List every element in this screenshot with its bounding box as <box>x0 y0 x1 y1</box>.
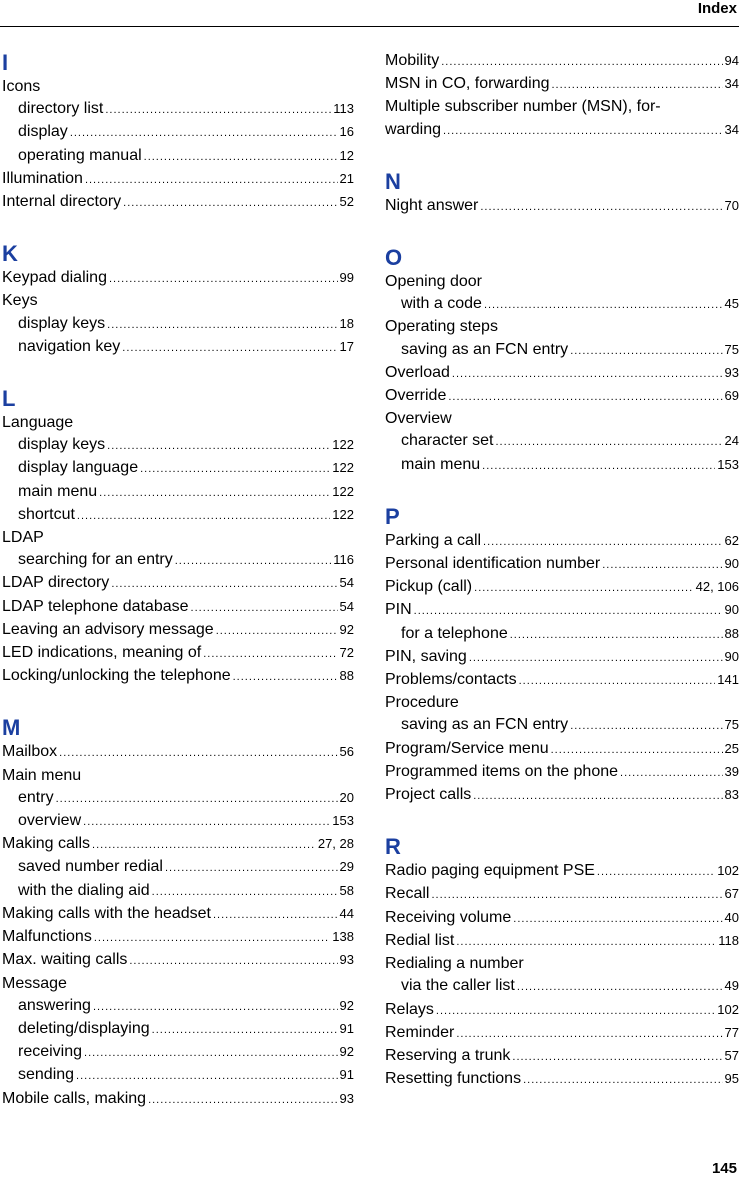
entry-page-number: 49 <box>724 978 739 994</box>
index-entry <box>385 1022 739 1045</box>
entry-page-number: 58 <box>339 882 354 898</box>
entry-term: character set <box>401 432 494 450</box>
dot-leader <box>414 600 723 622</box>
index-subentry <box>385 714 739 737</box>
entry-term: Receiving volume <box>385 908 512 926</box>
entry-term: with the dialing aid <box>18 881 150 899</box>
entry-term: Locking/unlocking the telephone <box>2 667 231 685</box>
entry-term: Programmed items on the phone <box>385 762 619 780</box>
entry-term: Internal directory <box>2 193 122 211</box>
dot-leader <box>105 99 331 121</box>
index-entry <box>385 784 739 807</box>
dot-leader <box>175 550 332 572</box>
dot-leader <box>443 120 723 142</box>
entry-page-number: 57 <box>724 1047 739 1063</box>
entry-page-number: 102 <box>717 1001 739 1017</box>
index-subentry <box>2 549 354 572</box>
entry-page-number: 17 <box>339 338 354 354</box>
entry-term: Redialing a number <box>385 955 524 973</box>
index-subentry <box>2 1018 354 1041</box>
dot-leader <box>482 455 715 477</box>
index-subentry <box>2 1064 354 1087</box>
entry-page-number: 90 <box>724 556 739 572</box>
entry-term: saving as an FCN entry <box>401 340 569 358</box>
entry-page-number: 34 <box>724 76 739 92</box>
entry-page-number: 77 <box>724 1024 739 1040</box>
entry-page-number: 91 <box>339 1067 354 1083</box>
entry-page-number: 69 <box>724 388 739 404</box>
dot-leader <box>431 884 722 906</box>
dot-leader <box>77 505 330 527</box>
entry-term: Mobile calls, making <box>2 1089 147 1107</box>
dot-leader <box>203 643 337 665</box>
dot-leader <box>473 785 722 807</box>
entry-term: Leaving an advisory message <box>2 620 214 638</box>
entry-page-number: 62 <box>724 532 739 548</box>
entry-term: display <box>18 123 68 141</box>
index-subentry <box>385 293 739 316</box>
entry-page-number: 54 <box>339 575 354 591</box>
entry-page-number: 83 <box>724 787 739 803</box>
entry-term: PIN, saving <box>385 647 467 665</box>
entry-page-number: 92 <box>339 1044 354 1060</box>
dot-leader <box>85 169 338 191</box>
entry-page-number: 25 <box>724 740 739 756</box>
entry-term: Overview <box>385 410 452 428</box>
index-entry <box>2 596 354 619</box>
entry-term: for a telephone <box>401 624 508 642</box>
dot-leader <box>216 620 338 642</box>
index-entry <box>2 572 354 595</box>
entry-page-number: 12 <box>339 147 354 163</box>
index-entry <box>385 692 739 714</box>
entry-page-number: 122 <box>332 460 354 476</box>
index-column-left <box>2 50 354 1138</box>
index-entry <box>2 168 354 191</box>
index-subentry <box>2 787 354 810</box>
index-entry <box>385 195 739 218</box>
entry-term: Keypad dialing <box>2 269 107 287</box>
index-entry <box>2 926 354 949</box>
index-subentry <box>385 975 739 998</box>
entry-page-number: 72 <box>339 645 354 661</box>
entry-page-number: 67 <box>724 886 739 902</box>
section-letter: O <box>385 245 403 271</box>
entry-term: sending <box>18 1066 75 1084</box>
index-section <box>2 386 354 688</box>
index-entry <box>2 619 354 642</box>
index-subentry <box>2 880 354 903</box>
index-entry <box>385 883 739 906</box>
index-subentry <box>2 434 354 457</box>
entry-page-number: 118 <box>718 932 739 948</box>
entry-term: Multiple subscriber number (MSN), for- <box>385 98 661 116</box>
entry-page-number: 93 <box>339 1090 354 1106</box>
entry-term: MSN in CO, forwarding <box>385 75 550 93</box>
entry-page-number: 153 <box>332 813 354 829</box>
dot-leader <box>123 192 337 214</box>
entry-page-number: 18 <box>339 315 354 331</box>
index-section <box>385 50 739 142</box>
section-letter: K <box>2 241 18 267</box>
entry-term: LDAP telephone database <box>2 597 189 615</box>
index-entry <box>385 953 739 975</box>
index-section <box>2 241 354 359</box>
entry-page-number: 92 <box>339 621 354 637</box>
entry-term: with a code <box>401 295 482 313</box>
index-entry <box>385 999 739 1022</box>
index-entry <box>385 646 739 669</box>
entry-term: Main menu <box>2 766 82 784</box>
entry-term: Operating steps <box>385 318 498 336</box>
entry-page-number: 91 <box>339 1020 354 1036</box>
entry-term: Language <box>2 414 74 432</box>
dot-leader <box>233 666 338 688</box>
page-header <box>0 0 739 27</box>
entry-page-number: 27, 28 <box>317 836 354 852</box>
dot-leader <box>448 386 722 408</box>
index-entry <box>385 860 739 883</box>
index-entry <box>2 973 354 995</box>
dot-leader <box>480 196 722 218</box>
dot-leader <box>456 1023 722 1045</box>
dot-leader <box>83 811 330 833</box>
dot-leader <box>570 715 722 737</box>
dot-leader <box>474 577 693 599</box>
index-subentry <box>2 121 354 144</box>
entry-term: PIN <box>385 601 412 619</box>
dot-leader <box>510 624 723 646</box>
dot-leader <box>144 146 338 168</box>
dot-leader <box>107 314 337 336</box>
index-subentry <box>385 454 739 477</box>
entry-term: Illumination <box>2 169 83 187</box>
index-subentry <box>2 504 354 527</box>
index-entry <box>2 527 354 549</box>
index-section <box>385 169 739 218</box>
entry-page-number: 16 <box>339 124 354 140</box>
index-entry <box>2 191 354 214</box>
index-entry <box>2 949 354 972</box>
index-entry <box>2 76 354 98</box>
entry-term: Recall <box>385 885 430 903</box>
dot-leader <box>597 861 715 883</box>
entry-page-number: 90 <box>724 648 739 664</box>
entry-term: Problems/contacts <box>385 671 517 689</box>
index-entry <box>385 385 739 408</box>
entry-term: deleting/displaying <box>18 1019 150 1037</box>
dot-leader <box>191 597 338 619</box>
entry-page-number: 75 <box>724 717 739 733</box>
entry-term: main menu <box>18 482 98 500</box>
dot-leader <box>552 74 723 96</box>
dot-leader <box>620 762 723 784</box>
entry-page-number: 39 <box>724 763 739 779</box>
entry-page-number: 45 <box>724 296 739 312</box>
section-letter: M <box>2 715 21 741</box>
entry-term: Night answer <box>385 196 479 214</box>
entry-page-number: 122 <box>332 483 354 499</box>
index-section <box>2 715 354 1110</box>
entry-page-number: 88 <box>339 668 354 684</box>
entry-term: display keys <box>18 314 106 332</box>
index-subentry <box>385 339 739 362</box>
index-subentry <box>2 995 354 1018</box>
entry-term: saved number redial <box>18 858 163 876</box>
index-entry <box>2 412 354 434</box>
entry-page-number: 102 <box>717 863 739 879</box>
index-entry <box>385 576 739 599</box>
entry-term: via the caller list <box>401 977 515 995</box>
entry-term: warding <box>385 120 442 138</box>
entry-page-number: 75 <box>724 341 739 357</box>
index-subentry <box>2 457 354 480</box>
index-entry <box>385 930 739 953</box>
entry-term: Reminder <box>385 1023 455 1041</box>
entry-term: entry <box>18 788 54 806</box>
index-entry <box>385 408 739 430</box>
entry-term: answering <box>18 996 91 1014</box>
index-entry <box>385 907 739 930</box>
entry-term: Resetting functions <box>385 1070 522 1088</box>
entry-page-number: 24 <box>724 433 739 449</box>
entry-term: Redial list <box>385 931 455 949</box>
entry-page-number: 20 <box>339 789 354 805</box>
dot-leader <box>452 363 723 385</box>
entry-term: Reserving a trunk <box>385 1046 511 1064</box>
index-entry <box>385 530 739 553</box>
section-letter: I <box>2 50 9 75</box>
entry-page-number: 99 <box>339 270 354 286</box>
entry-term: Radio paging equipment PSE <box>385 862 595 880</box>
entry-term: navigation key <box>18 337 121 355</box>
dot-leader <box>152 1019 338 1041</box>
page-number: 145 <box>711 1160 737 1177</box>
entry-term: Program/Service menu <box>385 739 549 757</box>
index-subentry <box>385 623 739 646</box>
entry-term: Personal identification number <box>385 555 601 573</box>
entry-page-number: 70 <box>724 197 739 213</box>
entry-term: searching for an entry <box>18 551 173 569</box>
index-entry <box>2 642 354 665</box>
dot-leader <box>517 976 723 998</box>
entry-term: LED indications, meaning of <box>2 644 202 662</box>
entry-page-number: 93 <box>339 952 354 968</box>
section-letter: N <box>385 168 401 194</box>
dot-leader <box>59 742 337 764</box>
index-entry <box>385 73 739 96</box>
entry-page-number: 122 <box>332 437 354 453</box>
entry-page-number: 44 <box>339 905 354 921</box>
entry-page-number: 29 <box>339 859 354 875</box>
index-subentry <box>2 481 354 504</box>
dot-leader <box>456 931 716 953</box>
dot-leader <box>519 670 716 692</box>
index-entry <box>385 96 739 118</box>
index-entry <box>2 765 354 787</box>
entry-page-number: 138 <box>332 929 354 945</box>
entry-term: Message <box>2 974 67 992</box>
entry-term: operating manual <box>18 146 142 164</box>
dot-leader <box>469 647 723 669</box>
dot-leader <box>513 908 722 930</box>
dot-leader <box>512 1046 722 1068</box>
entry-term: saving as an FCN entry <box>401 716 569 734</box>
entry-term: Procedure <box>385 694 459 712</box>
index-entry <box>385 761 739 784</box>
index-section <box>385 504 739 807</box>
index-subentry <box>2 313 354 336</box>
entry-term: LDAP directory <box>2 574 110 592</box>
index-entry <box>2 290 354 312</box>
entry-page-number: 40 <box>724 909 739 925</box>
dot-leader <box>152 881 338 903</box>
dot-leader <box>122 337 337 359</box>
index-subentry <box>2 145 354 168</box>
dot-leader <box>551 739 723 761</box>
index-subentry <box>2 810 354 833</box>
index-subentry <box>385 430 739 453</box>
page-header-title: Index <box>697 0 737 17</box>
index-section <box>385 245 739 477</box>
index-entry <box>385 119 739 142</box>
index-entry <box>385 669 739 692</box>
index-entry <box>2 267 354 290</box>
entry-page-number: 88 <box>724 625 739 641</box>
dot-leader <box>92 834 316 856</box>
dot-leader <box>165 857 338 879</box>
dot-leader <box>94 927 330 949</box>
dot-leader <box>70 122 338 144</box>
dot-leader <box>84 1042 338 1064</box>
dot-leader <box>213 904 338 926</box>
dot-leader <box>129 950 337 972</box>
entry-page-number: 113 <box>333 101 354 117</box>
dot-leader <box>495 431 722 453</box>
index-entry <box>2 741 354 764</box>
entry-page-number: 92 <box>339 997 354 1013</box>
entry-page-number: 116 <box>333 552 354 568</box>
dot-leader <box>111 573 337 595</box>
entry-page-number: 90 <box>724 602 739 618</box>
entry-term: Pickup (call) <box>385 578 473 596</box>
index-entry <box>385 1068 739 1091</box>
section-letter: L <box>2 386 16 412</box>
dot-leader <box>107 435 330 457</box>
entry-term: Opening door <box>385 273 482 291</box>
index-subentry <box>2 1041 354 1064</box>
entry-term: Icons <box>2 78 41 95</box>
section-letter: R <box>385 834 401 860</box>
entry-page-number: 141 <box>717 672 739 688</box>
dot-leader <box>140 458 330 480</box>
entry-term: main menu <box>401 455 481 473</box>
entry-term: Override <box>385 387 447 405</box>
index-entry <box>385 50 739 73</box>
entry-page-number: 122 <box>332 506 354 522</box>
index-subentry <box>2 98 354 121</box>
section-letter: P <box>385 503 400 529</box>
entry-term: Malfunctions <box>2 928 92 946</box>
index-section <box>385 834 739 1091</box>
entry-term: Overload <box>385 363 450 381</box>
index-subentry <box>2 336 354 359</box>
index-entry <box>385 316 739 338</box>
index-entry <box>2 1088 354 1111</box>
dot-leader <box>602 554 722 576</box>
entry-page-number: 42, 106 <box>695 579 739 595</box>
dot-leader <box>76 1065 337 1087</box>
index-entry <box>385 553 739 576</box>
index-entry <box>385 271 739 293</box>
dot-leader <box>99 482 330 504</box>
dot-leader <box>56 788 338 810</box>
entry-term: Making calls <box>2 835 91 853</box>
dot-leader <box>441 51 722 73</box>
entry-term: overview <box>18 812 82 830</box>
entry-term: Max. waiting calls <box>2 951 128 969</box>
dot-leader <box>484 294 723 316</box>
entry-page-number: 52 <box>339 194 354 210</box>
entry-term: display keys <box>18 436 106 454</box>
dot-leader <box>436 1000 715 1022</box>
entry-page-number: 54 <box>339 598 354 614</box>
dot-leader <box>93 996 338 1018</box>
index-entry <box>385 1045 739 1068</box>
entry-page-number: 56 <box>339 744 354 760</box>
entry-term: Mobility <box>385 52 440 69</box>
entry-term: Keys <box>2 292 38 310</box>
dot-leader <box>148 1089 337 1111</box>
entry-term: shortcut <box>18 505 75 523</box>
entry-term: Relays <box>385 1000 434 1018</box>
dot-leader <box>523 1069 722 1091</box>
entry-page-number: 153 <box>717 456 739 472</box>
dot-leader <box>483 531 722 553</box>
entry-page-number: 95 <box>724 1071 739 1087</box>
entry-term: LDAP <box>2 529 44 547</box>
index-entry <box>385 362 739 385</box>
entry-term: Project calls <box>385 786 472 804</box>
entry-page-number: 21 <box>339 170 354 186</box>
entry-term: Parking a call <box>385 531 482 549</box>
index-entry <box>385 738 739 761</box>
index-entry <box>2 665 354 688</box>
dot-leader <box>109 268 338 290</box>
entry-term: Making calls with the headset <box>2 904 211 922</box>
entry-page-number: 94 <box>724 53 739 68</box>
entry-page-number: 93 <box>724 364 739 380</box>
entry-page-number: 34 <box>724 121 739 137</box>
entry-term: display language <box>18 459 139 477</box>
entry-term: Mailbox <box>2 743 58 761</box>
index-entry <box>2 903 354 926</box>
index-subentry <box>2 856 354 879</box>
entry-term: receiving <box>18 1043 83 1061</box>
index-entry <box>2 833 354 856</box>
index-column-right <box>385 50 739 1118</box>
index-section <box>2 50 354 214</box>
entry-term: directory list <box>18 100 104 118</box>
dot-leader <box>570 340 722 362</box>
index-entry <box>385 599 739 622</box>
